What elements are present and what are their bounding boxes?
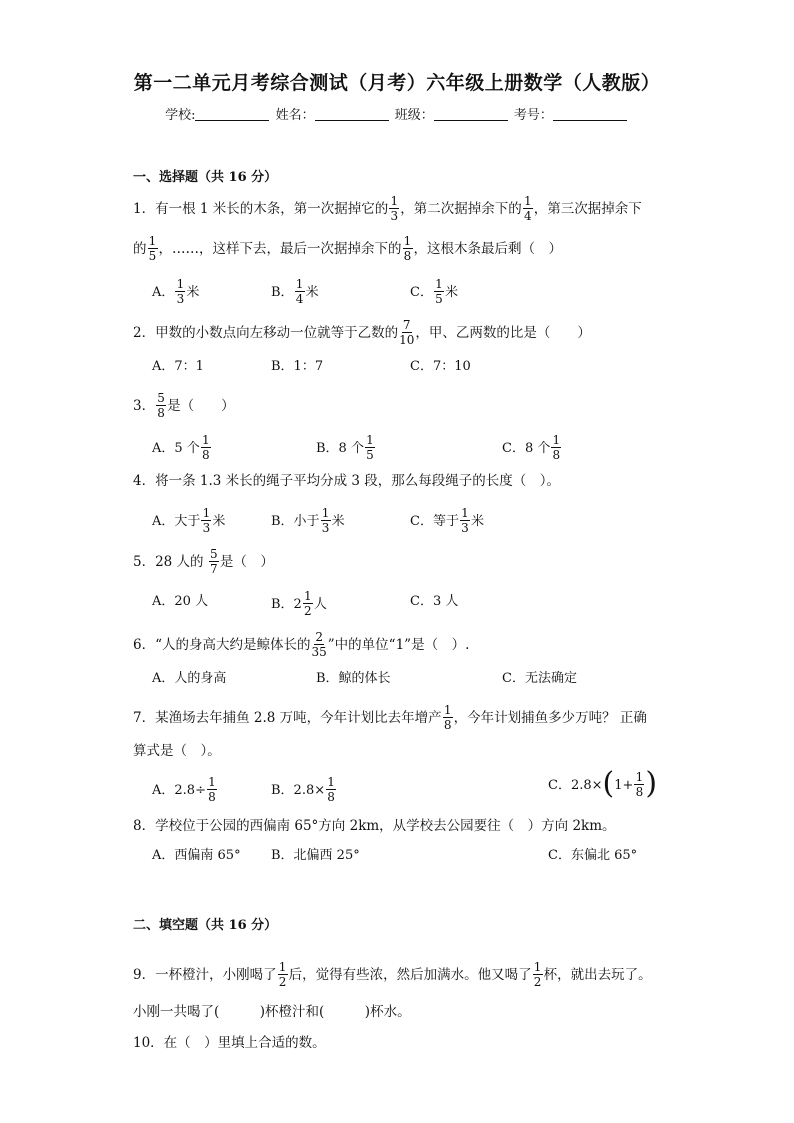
name-label: 姓名： bbox=[275, 108, 315, 123]
fraction: $\frac{2}{35}$ bbox=[311, 630, 327, 659]
q1-option-c[interactable]: C． $\frac{1}{5}$ 米 bbox=[410, 277, 458, 306]
q1-text-d: 的 bbox=[133, 241, 147, 257]
q8-option-a[interactable]: A．西偏南 65° bbox=[152, 848, 241, 863]
q1-text-e: ，……，这样下去，最后一次据掉余下的 bbox=[158, 241, 402, 257]
fraction: $\frac{1}{5}$ bbox=[148, 234, 157, 263]
q9-text-b: 后，觉得有些浓，然后加满水。他又喝了 bbox=[288, 967, 532, 983]
student-info-line bbox=[0, 104, 794, 123]
q9-text-a: 9．一杯橙汁，小刚喝了 bbox=[133, 967, 277, 983]
school-label: 学校: bbox=[165, 108, 196, 123]
question-9-line-1 bbox=[133, 962, 652, 989]
question-6 bbox=[133, 632, 469, 659]
q6-text-a: 6．“人的身高大约是鲸体长的 bbox=[133, 637, 311, 653]
q5-option-a[interactable]: A．20 人 bbox=[152, 594, 209, 609]
fraction: $\frac{5}{8}$ bbox=[157, 391, 165, 420]
fraction: $\frac{1}{3}$ bbox=[390, 194, 399, 223]
fraction: $\frac{1}{2}$ bbox=[533, 960, 542, 989]
fraction: $\frac{1}{8}$ bbox=[403, 234, 412, 263]
q5-option-c[interactable]: C．3 人 bbox=[410, 594, 459, 609]
fraction: $\frac{7}{10}$ bbox=[399, 318, 415, 347]
q4-option-c[interactable]: C．等于 $\frac{1}{3}$ 米 bbox=[410, 506, 484, 535]
right-paren: ) bbox=[645, 765, 658, 801]
fraction: $\frac{1}{4}$ bbox=[295, 277, 304, 306]
question-8: 8．学校位于公园的西偏南 65°方向 2km，从学校去公园要往（ ）方向 2km。 bbox=[133, 818, 616, 834]
class-label: 班级： bbox=[394, 108, 434, 123]
fraction: $\frac{1}{5}$ bbox=[366, 433, 374, 462]
q6-text-b: ”中的单位“1”是（ ）. bbox=[327, 637, 470, 653]
fraction: $\frac{1}{3}$ bbox=[202, 506, 211, 535]
q1-text-b: ，第二次据掉余下的 bbox=[400, 201, 522, 217]
q2-text-b: ，甲、乙两数的比是（ ） bbox=[415, 325, 591, 341]
q7-option-a[interactable]: A．2.8÷ $\frac{1}{8}$ bbox=[152, 775, 216, 804]
q7-option-c[interactable]: C．2.8×(1+ $\frac{1}{8}$ ) bbox=[548, 765, 658, 801]
q8-option-c[interactable]: C．东偏北 65° bbox=[548, 848, 638, 863]
q3-option-a[interactable]: A．5 个 $\frac{1}{8}$ bbox=[152, 433, 210, 462]
q1-text-a: 1．有一根 1 米长的木条，第一次据掉它的 bbox=[133, 201, 389, 217]
fraction: $\frac{1}{5}$ bbox=[435, 277, 443, 306]
q6-option-b[interactable]: B．鲸的体长 bbox=[316, 671, 391, 686]
fraction: $\frac{1}{2}$ bbox=[304, 589, 312, 618]
question-7-line-1 bbox=[133, 705, 647, 732]
number-blank[interactable] bbox=[553, 107, 627, 121]
number-label: 考号： bbox=[513, 108, 553, 123]
q7-option-b[interactable]: B．2.8× $\frac{1}{8}$ bbox=[271, 775, 335, 804]
q5-option-b[interactable]: B．2 $\frac{1}{2}$ 人 bbox=[271, 589, 327, 618]
q1-text-c: ，第三次据掉余下 bbox=[533, 201, 642, 217]
fraction: $\frac{1}{3}$ bbox=[461, 506, 469, 535]
question-3 bbox=[133, 393, 235, 420]
q8-option-b[interactable]: B．北偏西 25° bbox=[271, 848, 360, 863]
q6-option-a[interactable]: A．人的身高 bbox=[152, 671, 227, 686]
q9-text-c: 杯，就出去玩了。 bbox=[543, 967, 652, 983]
question-1-line-2 bbox=[133, 236, 562, 263]
name-blank[interactable] bbox=[315, 107, 389, 121]
question-9-line-2: 小刚一共喝了( )杯橙汁和( )杯水。 bbox=[133, 1004, 411, 1020]
q1-text-f: ，这根木条最后剩（ ） bbox=[413, 241, 562, 257]
q7-text-b: ，今年计划捕鱼多少万吨？ 正确 bbox=[453, 710, 647, 726]
q1-option-b[interactable]: B． $\frac{1}{4}$ 米 bbox=[271, 277, 319, 306]
q6-option-c[interactable]: C．无法确定 bbox=[502, 671, 577, 686]
fraction: $\frac{1}{8}$ bbox=[208, 775, 216, 804]
page-title: 第一二单元月考综合测试（月考）六年级上册数学（人教版） bbox=[133, 72, 661, 94]
question-5 bbox=[133, 549, 274, 576]
question-4: 4．将一条 1.3 米长的绳子平均分成 3 段，那么每段绳子的长度（ ）。 bbox=[133, 473, 561, 489]
fraction: $\frac{5}{7}$ bbox=[210, 547, 218, 576]
q2-option-a[interactable]: A．7：1 bbox=[152, 359, 204, 374]
q3-text-b: 是（ ） bbox=[167, 398, 235, 414]
fraction: $\frac{1}{8}$ bbox=[327, 775, 335, 804]
q2-text-a: 2．甲数的小数点向左移动一位就等于乙数的 bbox=[133, 325, 399, 341]
fraction: $\frac{1}{3}$ bbox=[176, 277, 185, 306]
question-10: 10．在（ ）里填上合适的数。 bbox=[133, 1035, 326, 1051]
question-2 bbox=[133, 320, 591, 347]
section-2-heading: 二、填空题（共 16 分） bbox=[133, 918, 278, 933]
class-blank[interactable] bbox=[434, 107, 508, 121]
q5-text-a: 5．28 人的 bbox=[133, 554, 208, 570]
fraction: $\frac{1}{3}$ bbox=[321, 506, 330, 535]
school-blank[interactable] bbox=[195, 107, 269, 121]
q2-option-b[interactable]: B．1：7 bbox=[271, 359, 324, 374]
section-1-heading: 一、选择题（共 16 分） bbox=[133, 170, 278, 185]
q7-text-a: 7．某渔场去年捕鱼 2.8 万吨，今年计划比去年增产 bbox=[133, 710, 442, 726]
question-7-line-2: 算式是（ ）。 bbox=[133, 743, 221, 759]
fraction: $\frac{1}{8}$ bbox=[552, 433, 561, 462]
question-1-line-1 bbox=[133, 196, 642, 223]
fraction: $\frac{1}{2}$ bbox=[278, 960, 287, 989]
fraction: $\frac{1}{8}$ bbox=[635, 770, 644, 799]
q4-option-b[interactable]: B．小于 $\frac{1}{3}$ 米 bbox=[271, 506, 345, 535]
q3-option-b[interactable]: B．8 个 $\frac{1}{5}$ bbox=[316, 433, 374, 462]
q4-option-a[interactable]: A．大于 $\frac{1}{3}$ 米 bbox=[152, 506, 226, 535]
q3-option-c[interactable]: C．8 个 $\frac{1}{8}$ bbox=[502, 433, 561, 462]
fraction: $\frac{1}{8}$ bbox=[443, 703, 452, 732]
left-paren: ( bbox=[602, 765, 615, 801]
fraction: $\frac{1}{4}$ bbox=[523, 194, 532, 223]
fraction: $\frac{1}{8}$ bbox=[201, 433, 210, 462]
q1-option-a[interactable]: A． $\frac{1}{3}$ 米 bbox=[152, 277, 200, 306]
q5-text-b: 是（ ） bbox=[219, 554, 274, 570]
q2-option-c[interactable]: C．7：10 bbox=[410, 359, 471, 374]
q3-text-a: 3． bbox=[133, 398, 156, 414]
